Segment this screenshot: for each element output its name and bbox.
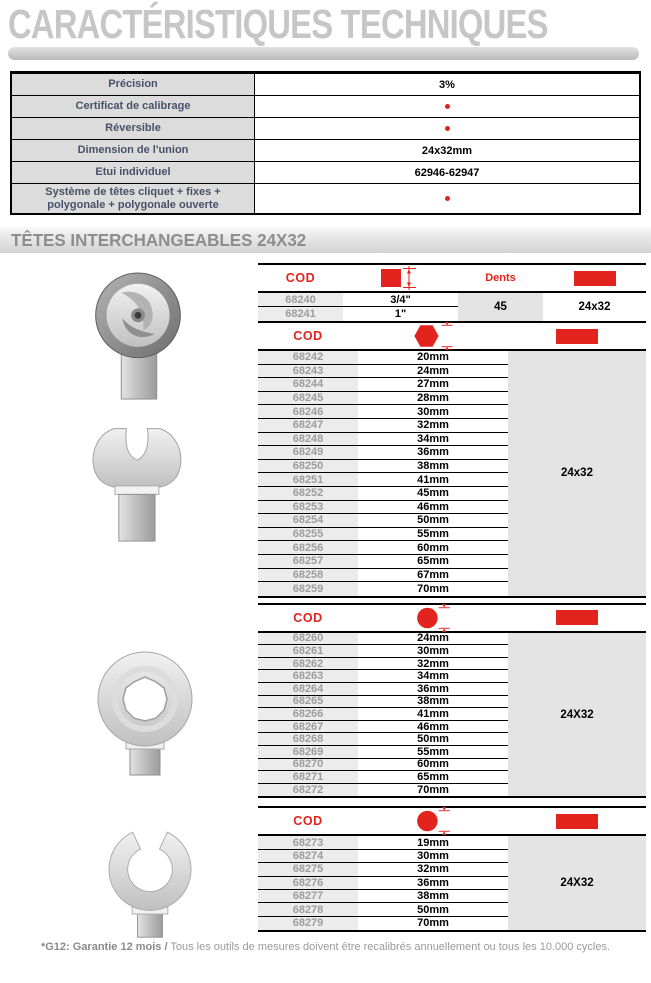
table-row bbox=[258, 555, 508, 569]
table-row bbox=[258, 569, 508, 583]
size-cell: 65mm bbox=[417, 771, 449, 784]
footnote-text: Tous les outils de mesures doivent être recalibrés annuellement ou tous les 10.000 cycles. bbox=[167, 941, 611, 954]
table-body bbox=[258, 351, 646, 596]
cod-cell: 68267 bbox=[258, 721, 358, 733]
hex-dim-icon bbox=[358, 322, 508, 350]
cod-cell: 68249 bbox=[258, 446, 358, 459]
size-cell: 38mm bbox=[417, 890, 449, 903]
spec-row bbox=[12, 139, 639, 161]
size-cell: 32mm bbox=[417, 863, 449, 876]
cod-cell: 68255 bbox=[258, 528, 358, 541]
cod-cell: 68253 bbox=[258, 501, 358, 514]
size-cell: 38mm bbox=[417, 460, 449, 473]
red-swatch-icon bbox=[556, 610, 598, 625]
cod-cell: 68270 bbox=[258, 759, 358, 771]
spec-value-text: 3% bbox=[439, 78, 455, 91]
size-cell: 50mm bbox=[417, 514, 449, 527]
table-row bbox=[258, 746, 508, 759]
table-row bbox=[258, 683, 508, 696]
footnote-bold: *G12: Garantie 12 mois / bbox=[40, 941, 168, 954]
size-cell: 50mm bbox=[417, 733, 449, 746]
size-cell: 1" bbox=[394, 308, 407, 320]
cod-cell: 68269 bbox=[258, 746, 358, 758]
table-row bbox=[258, 903, 508, 916]
size-cell: 70mm bbox=[417, 784, 449, 797]
cod-cell: 68244 bbox=[258, 378, 358, 391]
table-row bbox=[258, 877, 508, 890]
cod-cell: 68273 bbox=[258, 836, 358, 848]
size-cell: 30mm bbox=[417, 405, 449, 418]
red-swatch-icon bbox=[556, 814, 598, 829]
cod-cell: 68243 bbox=[258, 365, 358, 378]
red-dot-icon bbox=[445, 196, 450, 201]
table-row bbox=[258, 528, 508, 542]
size-cell: 46mm bbox=[417, 500, 449, 513]
table-row bbox=[258, 293, 458, 307]
table-row bbox=[258, 446, 508, 460]
cod-cell: 68274 bbox=[258, 850, 358, 862]
spec-label: Certificat de calibrage bbox=[12, 96, 255, 117]
size-cell: 55mm bbox=[417, 745, 449, 758]
union-merged-cell: 24X32 bbox=[508, 633, 646, 797]
ratchet-head-image bbox=[93, 271, 185, 401]
table-row bbox=[258, 784, 508, 797]
cod-cell: 68256 bbox=[258, 541, 358, 554]
table-body bbox=[258, 836, 646, 930]
size-cell: 46mm bbox=[417, 720, 449, 733]
cod-cell: 68259 bbox=[258, 582, 358, 596]
cod-cell: 68241 bbox=[258, 307, 343, 321]
cod-cell: 68258 bbox=[258, 569, 358, 582]
union-merged-cell: 24X32 bbox=[508, 836, 646, 930]
cod-column-header: COD bbox=[293, 329, 323, 343]
cod-column-header: COD bbox=[293, 814, 323, 829]
cod-cell: 68242 bbox=[258, 351, 358, 364]
table-row bbox=[258, 541, 508, 555]
table-header bbox=[258, 265, 646, 293]
size-cell: 36mm bbox=[417, 446, 449, 459]
size-cell: 32mm bbox=[417, 419, 449, 432]
polygonal-ring-head-image bbox=[90, 647, 202, 777]
title-underline-bar bbox=[8, 47, 639, 60]
round-dim-icon bbox=[358, 604, 508, 632]
size-cell: 32mm bbox=[417, 657, 449, 670]
table-row bbox=[258, 917, 508, 930]
table-row bbox=[258, 733, 508, 746]
spec-value bbox=[255, 96, 639, 117]
table-row bbox=[258, 365, 508, 379]
spec-value bbox=[255, 140, 639, 161]
union-column-header bbox=[508, 329, 646, 344]
size-cell: 36mm bbox=[417, 682, 449, 695]
spec-row bbox=[12, 73, 639, 95]
cod-cell: 68248 bbox=[258, 433, 358, 446]
cod-cell: 68240 bbox=[258, 293, 343, 306]
spec-label: Système de têtes cliquet + fixes + polygonale + polygonale ouverte bbox=[12, 184, 255, 213]
size-cell: 41mm bbox=[417, 708, 449, 721]
cod-cell: 68263 bbox=[258, 670, 358, 682]
size-cell: 24mm bbox=[417, 364, 449, 377]
cod-cell: 68277 bbox=[258, 890, 358, 902]
table-row bbox=[258, 433, 508, 447]
spec-table bbox=[10, 71, 641, 215]
size-cell: 28mm bbox=[417, 392, 449, 405]
rows bbox=[258, 293, 458, 321]
size-cell: 30mm bbox=[417, 849, 449, 862]
table-row bbox=[258, 771, 508, 784]
red-swatch-icon bbox=[574, 271, 616, 286]
cod-cell: 68271 bbox=[258, 771, 358, 783]
table-header bbox=[258, 605, 646, 633]
table-row bbox=[258, 392, 508, 406]
spec-value-text: 62946-62947 bbox=[414, 166, 480, 179]
cod-cell: 68275 bbox=[258, 863, 358, 875]
dents-column-header: Dents bbox=[485, 272, 516, 284]
table-row bbox=[258, 460, 508, 474]
table-row bbox=[258, 633, 508, 646]
footnote bbox=[0, 941, 651, 953]
spec-label: Précision bbox=[12, 74, 255, 95]
table-row bbox=[258, 890, 508, 903]
size-cell: 36mm bbox=[417, 876, 449, 889]
spec-value bbox=[255, 74, 639, 95]
size-cell: 3/4" bbox=[390, 293, 411, 306]
square-drive-dim-icon bbox=[343, 265, 458, 291]
union-column-header bbox=[508, 814, 646, 829]
cod-cell: 68276 bbox=[258, 877, 358, 889]
page-title: CARACTÉRISTIQUES TECHNIQUES bbox=[8, 1, 548, 47]
table-row bbox=[258, 582, 508, 596]
cod-cell: 68272 bbox=[258, 784, 358, 797]
table-open-polygonal-heads bbox=[258, 806, 646, 932]
size-cell: 65mm bbox=[417, 555, 449, 568]
dents-merged-cell: 45 bbox=[458, 293, 543, 321]
cod-cell: 68279 bbox=[258, 917, 358, 930]
spec-row bbox=[12, 161, 639, 183]
union-merged-cell: 24x32 bbox=[578, 301, 611, 313]
cod-cell: 68252 bbox=[258, 487, 358, 500]
table-ratchet-heads bbox=[258, 263, 646, 321]
union-merged-cell: 24x32 bbox=[508, 351, 646, 596]
size-cell: 70mm bbox=[417, 917, 449, 930]
table-body bbox=[258, 633, 646, 797]
table-row bbox=[258, 351, 508, 365]
table-row bbox=[258, 708, 508, 721]
spec-label: Etui individuel bbox=[12, 162, 255, 183]
spec-value bbox=[255, 184, 639, 213]
table-header bbox=[258, 323, 646, 351]
cod-cell: 68257 bbox=[258, 555, 358, 568]
table-row bbox=[258, 696, 508, 709]
size-cell: 60mm bbox=[417, 541, 449, 554]
cod-cell: 68251 bbox=[258, 473, 358, 486]
table-row bbox=[258, 378, 508, 392]
cod-cell: 68246 bbox=[258, 405, 358, 418]
cod-cell: 68245 bbox=[258, 392, 358, 405]
size-cell: 70mm bbox=[417, 582, 449, 595]
spec-value-text: 24x32mm bbox=[421, 144, 473, 157]
table-row bbox=[258, 473, 508, 487]
size-cell: 67mm bbox=[417, 568, 449, 581]
table-row bbox=[258, 759, 508, 772]
cod-cell: 68278 bbox=[258, 903, 358, 915]
size-cell: 41mm bbox=[417, 473, 449, 486]
cod-column-header: COD bbox=[293, 610, 323, 625]
table-row bbox=[258, 658, 508, 671]
cod-cell: 68261 bbox=[258, 645, 358, 657]
size-cell: 24mm bbox=[417, 632, 449, 645]
table-row bbox=[258, 850, 508, 863]
cod-cell: 68268 bbox=[258, 733, 358, 745]
spec-row bbox=[12, 183, 639, 213]
cod-cell: 68247 bbox=[258, 419, 358, 432]
table-body bbox=[258, 293, 646, 321]
union-column-header bbox=[508, 610, 646, 625]
table-hex-fixed-heads bbox=[258, 321, 646, 598]
table-row bbox=[258, 487, 508, 501]
rows bbox=[258, 351, 508, 596]
cod-cell: 68260 bbox=[258, 633, 358, 645]
cod-cell: 68266 bbox=[258, 708, 358, 720]
size-cell: 19mm bbox=[417, 836, 449, 849]
size-cell: 50mm bbox=[417, 903, 449, 916]
table-row bbox=[258, 836, 508, 849]
size-cell: 27mm bbox=[417, 378, 449, 391]
cod-cell: 68265 bbox=[258, 696, 358, 708]
table-row bbox=[258, 863, 508, 876]
table-polygonal-ring-heads bbox=[258, 603, 646, 799]
cod-column-header: COD bbox=[285, 271, 316, 285]
size-cell: 34mm bbox=[417, 432, 449, 445]
round-dim-icon bbox=[358, 807, 508, 835]
table-row bbox=[258, 405, 508, 419]
union-column-header bbox=[543, 271, 646, 286]
cod-cell: 68264 bbox=[258, 683, 358, 695]
table-row bbox=[258, 721, 508, 734]
red-dot-icon bbox=[445, 126, 450, 131]
cod-cell: 68254 bbox=[258, 514, 358, 527]
table-row bbox=[258, 419, 508, 433]
section-title: TÊTES INTERCHANGEABLES 24X32 bbox=[11, 229, 307, 250]
rows bbox=[258, 836, 508, 930]
catalog-content bbox=[0, 263, 651, 932]
spec-row bbox=[12, 95, 639, 117]
table-row bbox=[258, 645, 508, 658]
spec-label: Réversible bbox=[12, 118, 255, 139]
spec-row bbox=[12, 117, 639, 139]
spec-value bbox=[255, 118, 639, 139]
size-cell: 60mm bbox=[417, 758, 449, 771]
red-dot-icon bbox=[445, 104, 450, 109]
table-row bbox=[258, 501, 508, 515]
open-end-head-image bbox=[80, 421, 192, 543]
size-cell: 45mm bbox=[417, 487, 449, 500]
red-swatch-icon bbox=[556, 329, 598, 344]
table-row bbox=[258, 514, 508, 528]
table-header bbox=[258, 808, 646, 836]
spec-label: Dimension de l'union bbox=[12, 140, 255, 161]
size-cell: 55mm bbox=[417, 528, 449, 541]
cod-cell: 68250 bbox=[258, 460, 358, 473]
size-cell: 30mm bbox=[417, 645, 449, 658]
size-cell: 34mm bbox=[417, 670, 449, 683]
size-cell: 38mm bbox=[417, 695, 449, 708]
cod-cell: 68262 bbox=[258, 658, 358, 670]
table-row bbox=[258, 670, 508, 683]
open-ring-head-image bbox=[96, 823, 204, 939]
size-cell: 20mm bbox=[417, 351, 449, 364]
table-row bbox=[258, 307, 458, 321]
section-header-bar bbox=[0, 227, 651, 253]
spec-value bbox=[255, 162, 639, 183]
rows bbox=[258, 633, 508, 797]
